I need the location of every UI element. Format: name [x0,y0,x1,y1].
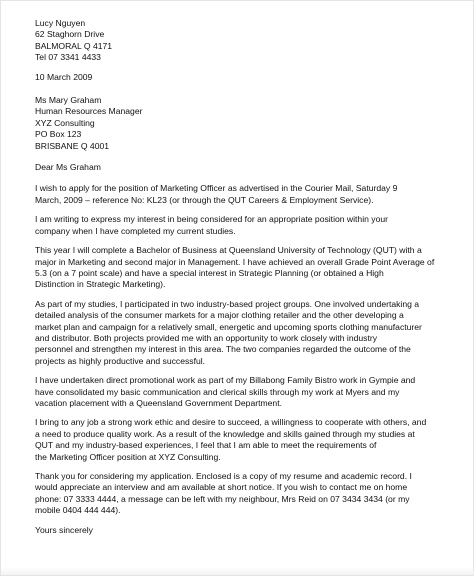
closing-block [35,525,455,536]
page-bottom-edge [1,567,474,575]
sender-suburb: BALMORAL Q 4171 [35,40,113,51]
paragraph-line: the Marketing Officer position at XYZ Consulting. [35,451,221,462]
paragraph-line: I have undertaken direct promotional work as part of my Billabong Family Bistro work in Gympie and [35,375,416,386]
letter-date-block [35,72,455,83]
paragraph-line: I am writing to express my interest in being considered for an appropriate position within your [35,214,388,225]
salutation: Dear Ms Graham [35,162,101,173]
paragraph-line: have consolidated my basic communication and clerical skills through my work at Myers and my [35,386,400,397]
paragraph-line: would appreciate an interview and am available at short notice. If you wish to contact me on home [35,482,408,493]
paragraph-line: This year I will complete a Bachelor of Business at Queensland University of Technology (QUT) with a [35,245,422,256]
recipient-po-box: PO Box 123 [35,129,82,140]
paragraph-work-experience [35,375,455,409]
cover-letter-body [35,18,455,536]
sender-address-block [35,18,455,64]
paragraph-line: and distributor. Both projects provided me with an opportunity to work closely with industry [35,332,378,343]
recipient-title: Human Resources Manager [35,106,143,117]
paragraph-line: major in Marketing and second major in Management. I have achieved an overall Grade Point Average of [35,256,435,267]
paragraph-line: I wish to apply for the position of Marketing Officer as advertised in the Courier Mail, Saturday 9 [35,183,398,194]
paragraph-projects [35,299,455,367]
paragraph-education [35,245,455,291]
paragraph-line: I bring to any job a strong work ethic and desire to succeed, a willingness to cooperate with others, and [35,417,427,428]
letter-date: 10 March 2009 [35,71,93,82]
recipient-address-block [35,95,455,152]
recipient-company: XYZ Consulting [35,117,95,128]
paragraph-line: projects as highly productive and successful. [35,355,206,366]
recipient-city: BRISBANE Q 4001 [35,140,110,151]
paragraph-work-ethic [35,417,455,463]
paragraph-line: 5.3 (on a 7 point scale) and have a special interest in Strategic Planning (or obtained a High [35,267,384,278]
paragraph-line: detailed analysis of the consumer markets for a major clothing retailer and the other developing a [35,310,404,321]
paragraph-line: a need to produce quality work. As a result of the knowledge and skills gained through my studies at [35,428,415,439]
paragraph-line: As part of my studies, I participated in two industry-based project groups. One involved undertaking a [35,298,420,309]
closing: Yours sincerely [35,524,93,535]
recipient-name: Ms Mary Graham [35,95,102,106]
paragraph-line: Distinction in Strategic Marketing). [35,279,166,290]
sender-street: 62 Staghorn Drive [35,29,105,40]
paragraph-line: market plan and campaign for a relatively small, energetic and upcoming sports clothing manufacturer [35,321,422,332]
paragraph-line: vacation placement with a Queensland Government Department. [35,397,282,408]
paragraph-line: mobile 0404 444 444). [35,505,121,516]
paragraph-application [35,183,455,206]
paragraph-line: Thank you for considering my application. Enclosed is a copy of my resume and academic record. I [35,471,412,481]
paragraph-thank-you [35,471,455,517]
paragraph-line: QUT and my industry-based experiences, I feel that I am able to meet the requirements of [35,440,377,451]
paragraph-interest [35,214,455,237]
sender-name: Lucy Nguyen [35,18,86,28]
paragraph-line: personnel and strengthen my interest in this area. The two companies regarded the outcome of the [35,344,411,355]
paragraph-line: March, 2009 – reference No: KL23 (or through the QUT Careers & Employment Service). [35,194,374,205]
paragraph-line: phone: 07 3333 4444, a message can be left with my neighbour, Mrs Reid on 07 3434 3434 (or my [35,493,410,504]
paragraph-line: company when I have completed my current studies. [35,225,236,236]
salutation-block [35,162,455,173]
sender-phone: Tel 07 3341 4433 [35,52,101,63]
